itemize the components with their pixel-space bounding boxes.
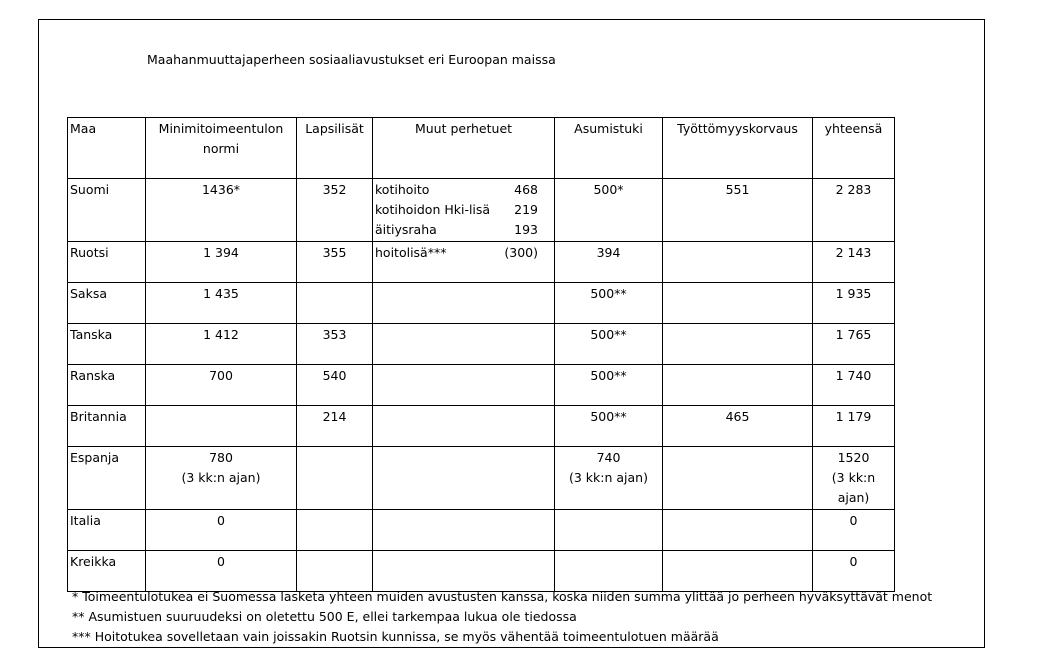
child-benefit-cell xyxy=(297,406,373,447)
family-benefit-line xyxy=(375,200,552,220)
child-benefit-cell xyxy=(297,447,373,510)
minimum-income-cell xyxy=(146,510,297,551)
family-benefit-label: hoitolisä*** xyxy=(375,245,447,260)
total-value: 0 xyxy=(849,554,858,569)
housing-benefit-value: 394 xyxy=(596,245,621,260)
table-row xyxy=(68,179,895,242)
total-value: 1520 xyxy=(837,450,870,465)
total-value: 1 740 xyxy=(835,368,872,383)
total-value: 2 143 xyxy=(835,245,872,260)
minimum-income-value: 1 412 xyxy=(203,327,239,342)
family-benefit-amount: 468 xyxy=(514,182,538,197)
other-family-benefits-cell xyxy=(373,242,555,283)
header-cell: Työttömyyskorvaus xyxy=(663,118,813,179)
unemployment-cell xyxy=(663,510,813,551)
table-row xyxy=(68,324,895,365)
housing-benefit-cell xyxy=(555,510,663,551)
housing-benefit-value: 740 xyxy=(596,450,621,465)
country-cell xyxy=(68,283,146,324)
unemployment-value: 465 xyxy=(725,409,750,424)
country-cell xyxy=(68,324,146,365)
other-family-benefits-cell xyxy=(373,551,555,592)
unemployment-cell xyxy=(663,324,813,365)
table-row xyxy=(68,551,895,592)
child-benefit-value: 353 xyxy=(322,327,347,342)
housing-benefit-cell xyxy=(555,242,663,283)
country-name: Ranska xyxy=(70,368,116,383)
minimum-income-value: 1 394 xyxy=(203,245,239,260)
header-cell: Muut perhetuet xyxy=(373,118,555,179)
child-benefit-cell xyxy=(297,283,373,324)
country-name: Suomi xyxy=(70,182,110,197)
housing-benefit-value: 500** xyxy=(590,327,627,342)
header-cell: yhteensä xyxy=(813,118,895,179)
total-value: 1 179 xyxy=(835,409,872,424)
page-title: Maahanmuuttajaperheen sosiaaliavustukset eri Euroopan maissa xyxy=(147,52,556,67)
country-cell xyxy=(68,447,146,510)
minimum-income-cell xyxy=(146,551,297,592)
minimum-income-note: (3 kk:n ajan) xyxy=(181,470,261,485)
family-benefit-label: kotihoito xyxy=(375,182,430,197)
other-family-benefits-cell xyxy=(373,283,555,324)
minimum-income-cell xyxy=(146,447,297,510)
minimum-income-cell xyxy=(146,242,297,283)
family-benefit-amount: 219 xyxy=(514,202,538,217)
unemployment-cell xyxy=(663,179,813,242)
unemployment-cell xyxy=(663,551,813,592)
minimum-income-value: 780 xyxy=(209,450,233,465)
total-cell xyxy=(813,242,895,283)
minimum-income-cell xyxy=(146,179,297,242)
other-family-benefits-cell xyxy=(373,365,555,406)
country-cell xyxy=(68,365,146,406)
table-row xyxy=(68,406,895,447)
footnote: *** Hoitotukea sovelletaan vain joissakin Ruotsin kunnissa, se myös vähentää toimeentulotuen määrää xyxy=(72,629,719,644)
child-benefit-value: 214 xyxy=(322,409,347,424)
other-family-benefits-cell xyxy=(373,324,555,365)
total-note: (3 kk:n ajan) xyxy=(831,470,876,505)
housing-benefit-cell xyxy=(555,551,663,592)
minimum-income-value: 1 435 xyxy=(203,286,239,301)
unemployment-cell xyxy=(663,283,813,324)
country-name: Italia xyxy=(70,513,101,528)
total-cell xyxy=(813,510,895,551)
housing-benefit-cell xyxy=(555,324,663,365)
child-benefit-cell xyxy=(297,242,373,283)
child-benefit-value: 540 xyxy=(322,368,347,383)
total-cell xyxy=(813,179,895,242)
country-name: Espanja xyxy=(70,450,120,465)
minimum-income-value: 0 xyxy=(217,554,225,569)
minimum-income-cell xyxy=(146,406,297,447)
country-cell xyxy=(68,242,146,283)
header-cell: Maa xyxy=(68,118,146,179)
table-row xyxy=(68,283,895,324)
minimum-income-cell xyxy=(146,324,297,365)
housing-benefit-cell xyxy=(555,365,663,406)
child-benefit-cell xyxy=(297,510,373,551)
country-cell xyxy=(68,510,146,551)
family-benefit-line xyxy=(375,243,552,263)
family-benefit-amount: 193 xyxy=(514,222,538,237)
child-benefit-cell xyxy=(297,324,373,365)
header-cell: Lapsilisät xyxy=(297,118,373,179)
unemployment-cell xyxy=(663,242,813,283)
total-cell xyxy=(813,324,895,365)
child-benefit-value: 352 xyxy=(322,182,347,197)
child-benefit-cell xyxy=(297,551,373,592)
minimum-income-cell xyxy=(146,283,297,324)
unemployment-cell xyxy=(663,447,813,510)
total-cell xyxy=(813,283,895,324)
table-row xyxy=(68,447,895,510)
family-benefit-line xyxy=(375,180,552,200)
header-cell: Minimitoimeentulon normi xyxy=(146,118,297,179)
housing-benefit-cell xyxy=(555,447,663,510)
country-name: Britannia xyxy=(70,409,127,424)
housing-benefit-value: 500* xyxy=(593,182,624,197)
country-name: Kreikka xyxy=(70,554,117,569)
family-benefit-line xyxy=(375,220,552,240)
benefits-table xyxy=(67,117,895,592)
unemployment-cell xyxy=(663,365,813,406)
housing-benefit-cell xyxy=(555,179,663,242)
family-benefit-label: äitiysraha xyxy=(375,222,437,237)
footnote: ** Asumistuen suuruudeksi on oletettu 500 E, ellei tarkempaa lukua ole tiedossa xyxy=(72,609,577,624)
country-cell xyxy=(68,179,146,242)
minimum-income-value: 0 xyxy=(217,513,225,528)
country-name: Saksa xyxy=(70,286,108,301)
child-benefit-cell xyxy=(297,179,373,242)
other-family-benefits-cell xyxy=(373,447,555,510)
other-family-benefits-cell xyxy=(373,406,555,447)
other-family-benefits-cell xyxy=(373,179,555,242)
minimum-income-value: 700 xyxy=(209,368,233,383)
total-cell xyxy=(813,406,895,447)
unemployment-value: 551 xyxy=(725,182,750,197)
housing-benefit-value: 500** xyxy=(590,286,627,301)
total-value: 0 xyxy=(849,513,858,528)
housing-benefit-value: 500** xyxy=(590,409,627,424)
total-value: 1 935 xyxy=(835,286,872,301)
housing-benefit-value: 500** xyxy=(590,368,627,383)
country-cell xyxy=(68,406,146,447)
minimum-income-value: 1436* xyxy=(201,182,241,197)
footnote: * Toimeentulotukea ei Suomessa lasketa yhteen muiden avustusten kanssa, koska niiden summa ylittää jo perheen hyväksyttävät menot xyxy=(72,589,933,604)
country-name: Ruotsi xyxy=(70,245,109,260)
total-cell xyxy=(813,365,895,406)
header-row xyxy=(68,118,895,179)
total-value: 1 765 xyxy=(835,327,872,342)
housing-benefit-note: (3 kk:n ajan) xyxy=(569,470,648,485)
child-benefit-cell xyxy=(297,365,373,406)
unemployment-cell xyxy=(663,406,813,447)
table-row xyxy=(68,510,895,551)
total-cell xyxy=(813,447,895,510)
housing-benefit-cell xyxy=(555,406,663,447)
header-cell: Asumistuki xyxy=(555,118,663,179)
child-benefit-value: 355 xyxy=(322,245,347,260)
minimum-income-cell xyxy=(146,365,297,406)
total-value: 2 283 xyxy=(835,182,872,197)
other-family-benefits-cell xyxy=(373,510,555,551)
family-benefit-label: kotihoidon Hki-lisä xyxy=(375,202,491,217)
table-row xyxy=(68,365,895,406)
family-benefit-amount: (300) xyxy=(504,245,538,260)
housing-benefit-cell xyxy=(555,283,663,324)
total-cell xyxy=(813,551,895,592)
country-name: Tanska xyxy=(70,327,113,342)
country-cell xyxy=(68,551,146,592)
table-row xyxy=(68,242,895,283)
